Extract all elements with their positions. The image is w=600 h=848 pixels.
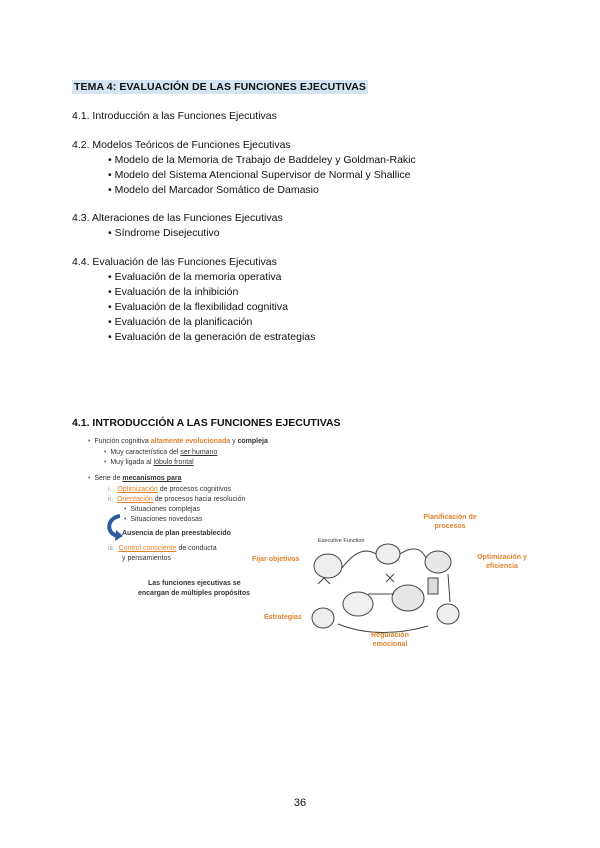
- slide-summary-1: Las funciones ejecutivas se: [148, 580, 241, 587]
- slide-item-iii-cont: y pensamientos: [122, 555, 172, 562]
- executive-function-illustration: [298, 534, 476, 642]
- slide-summary-2: encargan de múltiples propósitos: [138, 590, 251, 597]
- toc-section-4-2: 4.2. Modelos Teóricos de Funciones Ejecutivas: [72, 139, 291, 151]
- toc-item: • Evaluación de la flexibilidad cognitiva: [108, 301, 288, 313]
- label-planificacion: Planificación de procesos: [423, 514, 477, 530]
- toc-item: • Modelo de la Memoria de Trabajo de Baddeley y Goldman-Rakic: [108, 154, 416, 166]
- page-number: 36: [293, 797, 307, 809]
- toc-section-4-4: 4.4. Evaluación de las Funciones Ejecutivas: [72, 256, 277, 268]
- slide-subitem-1: • Situaciones complejas: [124, 506, 200, 513]
- toc-section-4-3: 4.3. Alteraciones de las Funciones Ejecutivas: [72, 212, 283, 224]
- toc-item: • Modelo del Sistema Atencional Supervisor de Normal y Shallice: [108, 169, 411, 181]
- slide-item-ii: ii. Orientación de procesos hacia resolución: [108, 496, 246, 503]
- slide-item-iii: iii. Control consciente de conducta: [108, 545, 217, 552]
- label-fijar-objetivos: Fijar objetivos: [252, 556, 300, 563]
- label-estrategias: Estrategias: [264, 614, 302, 621]
- toc-item: • Evaluación de la planificación: [108, 316, 253, 328]
- label-optimizacion: Optimización y eficiencia: [477, 554, 527, 570]
- slide-line-3: • Muy ligada al lóbulo frontal: [104, 459, 194, 466]
- curved-arrow-icon: [104, 512, 126, 542]
- slide-arrow-text: Ausencia de plan preestablecido: [122, 530, 231, 537]
- toc-section-4-1: 4.1. Introducción a las Funciones Ejecutivas: [72, 110, 277, 122]
- executive-function-label: Executive Function: [318, 538, 365, 544]
- section-heading: 4.1. INTRODUCCIÓN A LAS FUNCIONES EJECUTIVAS: [72, 417, 341, 429]
- toc-item: • Evaluación de la memoria operativa: [108, 271, 282, 283]
- slide-line-4: • Serie de mecanismos para: [88, 475, 182, 482]
- slide-item-i: i. Optimización de procesos cognitivos: [108, 486, 231, 493]
- slide-line-2: • Muy característica del ser humano: [104, 449, 218, 456]
- toc-item: • Evaluación de la generación de estrategias: [108, 331, 316, 343]
- toc-item: • Evaluación de la inhibición: [108, 286, 239, 298]
- page-title: TEMA 4: EVALUACIÓN DE LAS FUNCIONES EJECUTIVAS: [74, 81, 367, 93]
- toc-item: • Síndrome Disejecutivo: [108, 227, 220, 239]
- label-regulacion-emocional: Regulación emocional: [371, 632, 409, 648]
- slide-figure: [86, 434, 536, 664]
- toc-item: • Modelo del Marcador Somático de Damasio: [108, 184, 319, 196]
- slide-subitem-2: • Situaciones novedosas: [124, 516, 203, 523]
- slide-line-1: • Función cognitiva altamente evolucionada y compleja: [88, 438, 268, 445]
